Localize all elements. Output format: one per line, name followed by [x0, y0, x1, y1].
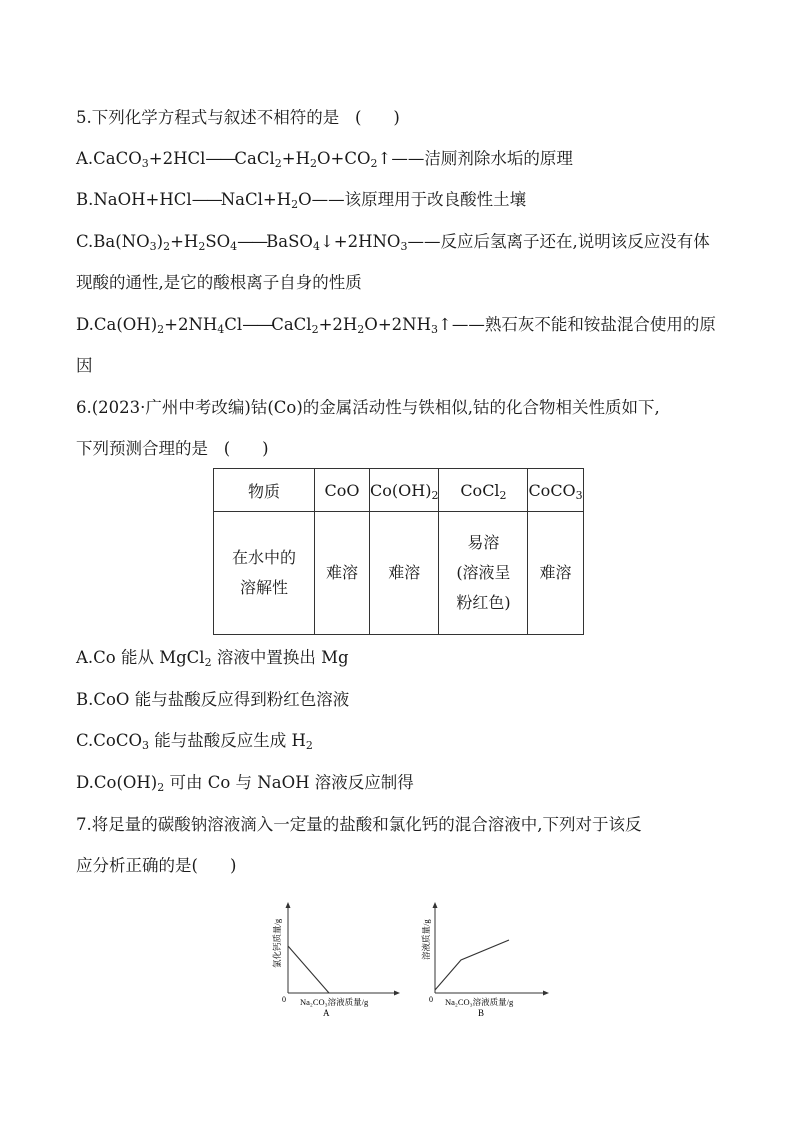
origin-label: 0 [429, 995, 433, 1004]
cobalt-compounds-table [213, 468, 584, 635]
q5-stem: 5.下列化学方程式与叙述不相符的是 ( ) [76, 108, 400, 127]
graph-a [262, 898, 402, 1023]
table-cell: 在水中的 溶解性 [214, 512, 315, 635]
curve [435, 940, 509, 990]
table-header-cell: $Co(OH)_2$ [370, 469, 439, 512]
q5-option-d: $D.Ca(OH)_2+2NH_4Cl——CaCl_2+2H_2O+2NH_3↑——$熟石灰不能和铵盐混合使用的原 [76, 315, 716, 336]
origin-label: 0 [282, 995, 286, 1004]
q7-stem-line2: 应分析正确的是( ) [76, 856, 237, 875]
q5-option-c: $C.Ba(NO_3)_2+H_2SO_4——BaSO_4↓+2HNO_3——$反应后氢离子还在,说明该反应没有体 [76, 232, 710, 253]
q6-option-d: $D.Co(OH)_2$ 可由 Co 与 NaOH 溶液反应制得 [76, 773, 414, 794]
q6-stem-line2: 下列预测合理的是 ( ) [76, 439, 269, 458]
table-cell: 难溶 [315, 512, 370, 635]
x-axis-arrow [543, 991, 549, 996]
q6-option-a: A.Co 能从 MgCl$_2$ 溶液中置换出 Mg [76, 648, 349, 669]
table-header-cell: CoCO$_3$ [528, 469, 583, 512]
table-cell: 易溶 (溶液呈 粉红色) [439, 512, 528, 635]
curve [288, 946, 329, 993]
y-axis-arrow [433, 902, 438, 908]
table-header-cell: CoCl$_2$ [439, 469, 528, 512]
graph-letter: A [323, 1008, 330, 1018]
q7-stem-line1: 7.将足量的碳酸钠溶液滴入一定量的盐酸和氯化钙的混合溶液中,下列对于该反 [76, 815, 642, 834]
x-axis-label: Na₂CO₃溶液质量/g [300, 997, 369, 1007]
q5-option-b: $B.NaOH+HCl——NaCl+H_2O——$该原理用于改良酸性土壤 [76, 190, 527, 211]
y-axis-label: 溶液质量/g [421, 919, 431, 960]
graph-b [415, 898, 555, 1023]
q6-stem-line1: 6.(2023·广州中考改编)钴(Co)的金属活动性与铁相似,钴的化合物相关性质如下, [76, 398, 660, 417]
graph-b-svg [415, 898, 555, 1023]
q5-option-a: $A.CaCO_3+2HCl——CaCl_2+H_2O+CO_2↑——$洁厕剂除水垢的原理 [76, 149, 573, 170]
x-axis-label: Na₂CO₃溶液质量/g [445, 997, 514, 1007]
q5-option-d-cont: 因 [76, 356, 93, 375]
y-axis-arrow [286, 902, 291, 908]
table-header-row [214, 469, 584, 512]
q6-option-c: C.CoCO$_3$ 能与盐酸反应生成 $H_2$ [76, 731, 313, 752]
x-axis-arrow [394, 991, 400, 996]
graph-letter: B [478, 1008, 485, 1018]
table-header-cell: CoO [315, 469, 370, 512]
y-axis-label: 氯化钙质量/g [272, 918, 282, 968]
table-cell: 难溶 [528, 512, 583, 635]
q5-option-c-cont: 现酸的通性,是它的酸根离子自身的性质 [76, 273, 362, 292]
table-row [214, 512, 584, 635]
q6-option-b: B.CoO 能与盐酸反应得到粉红色溶液 [76, 690, 350, 709]
table-header-cell: 物质 [214, 469, 315, 512]
table-cell: 难溶 [370, 512, 439, 635]
graph-a-svg [262, 898, 402, 1023]
